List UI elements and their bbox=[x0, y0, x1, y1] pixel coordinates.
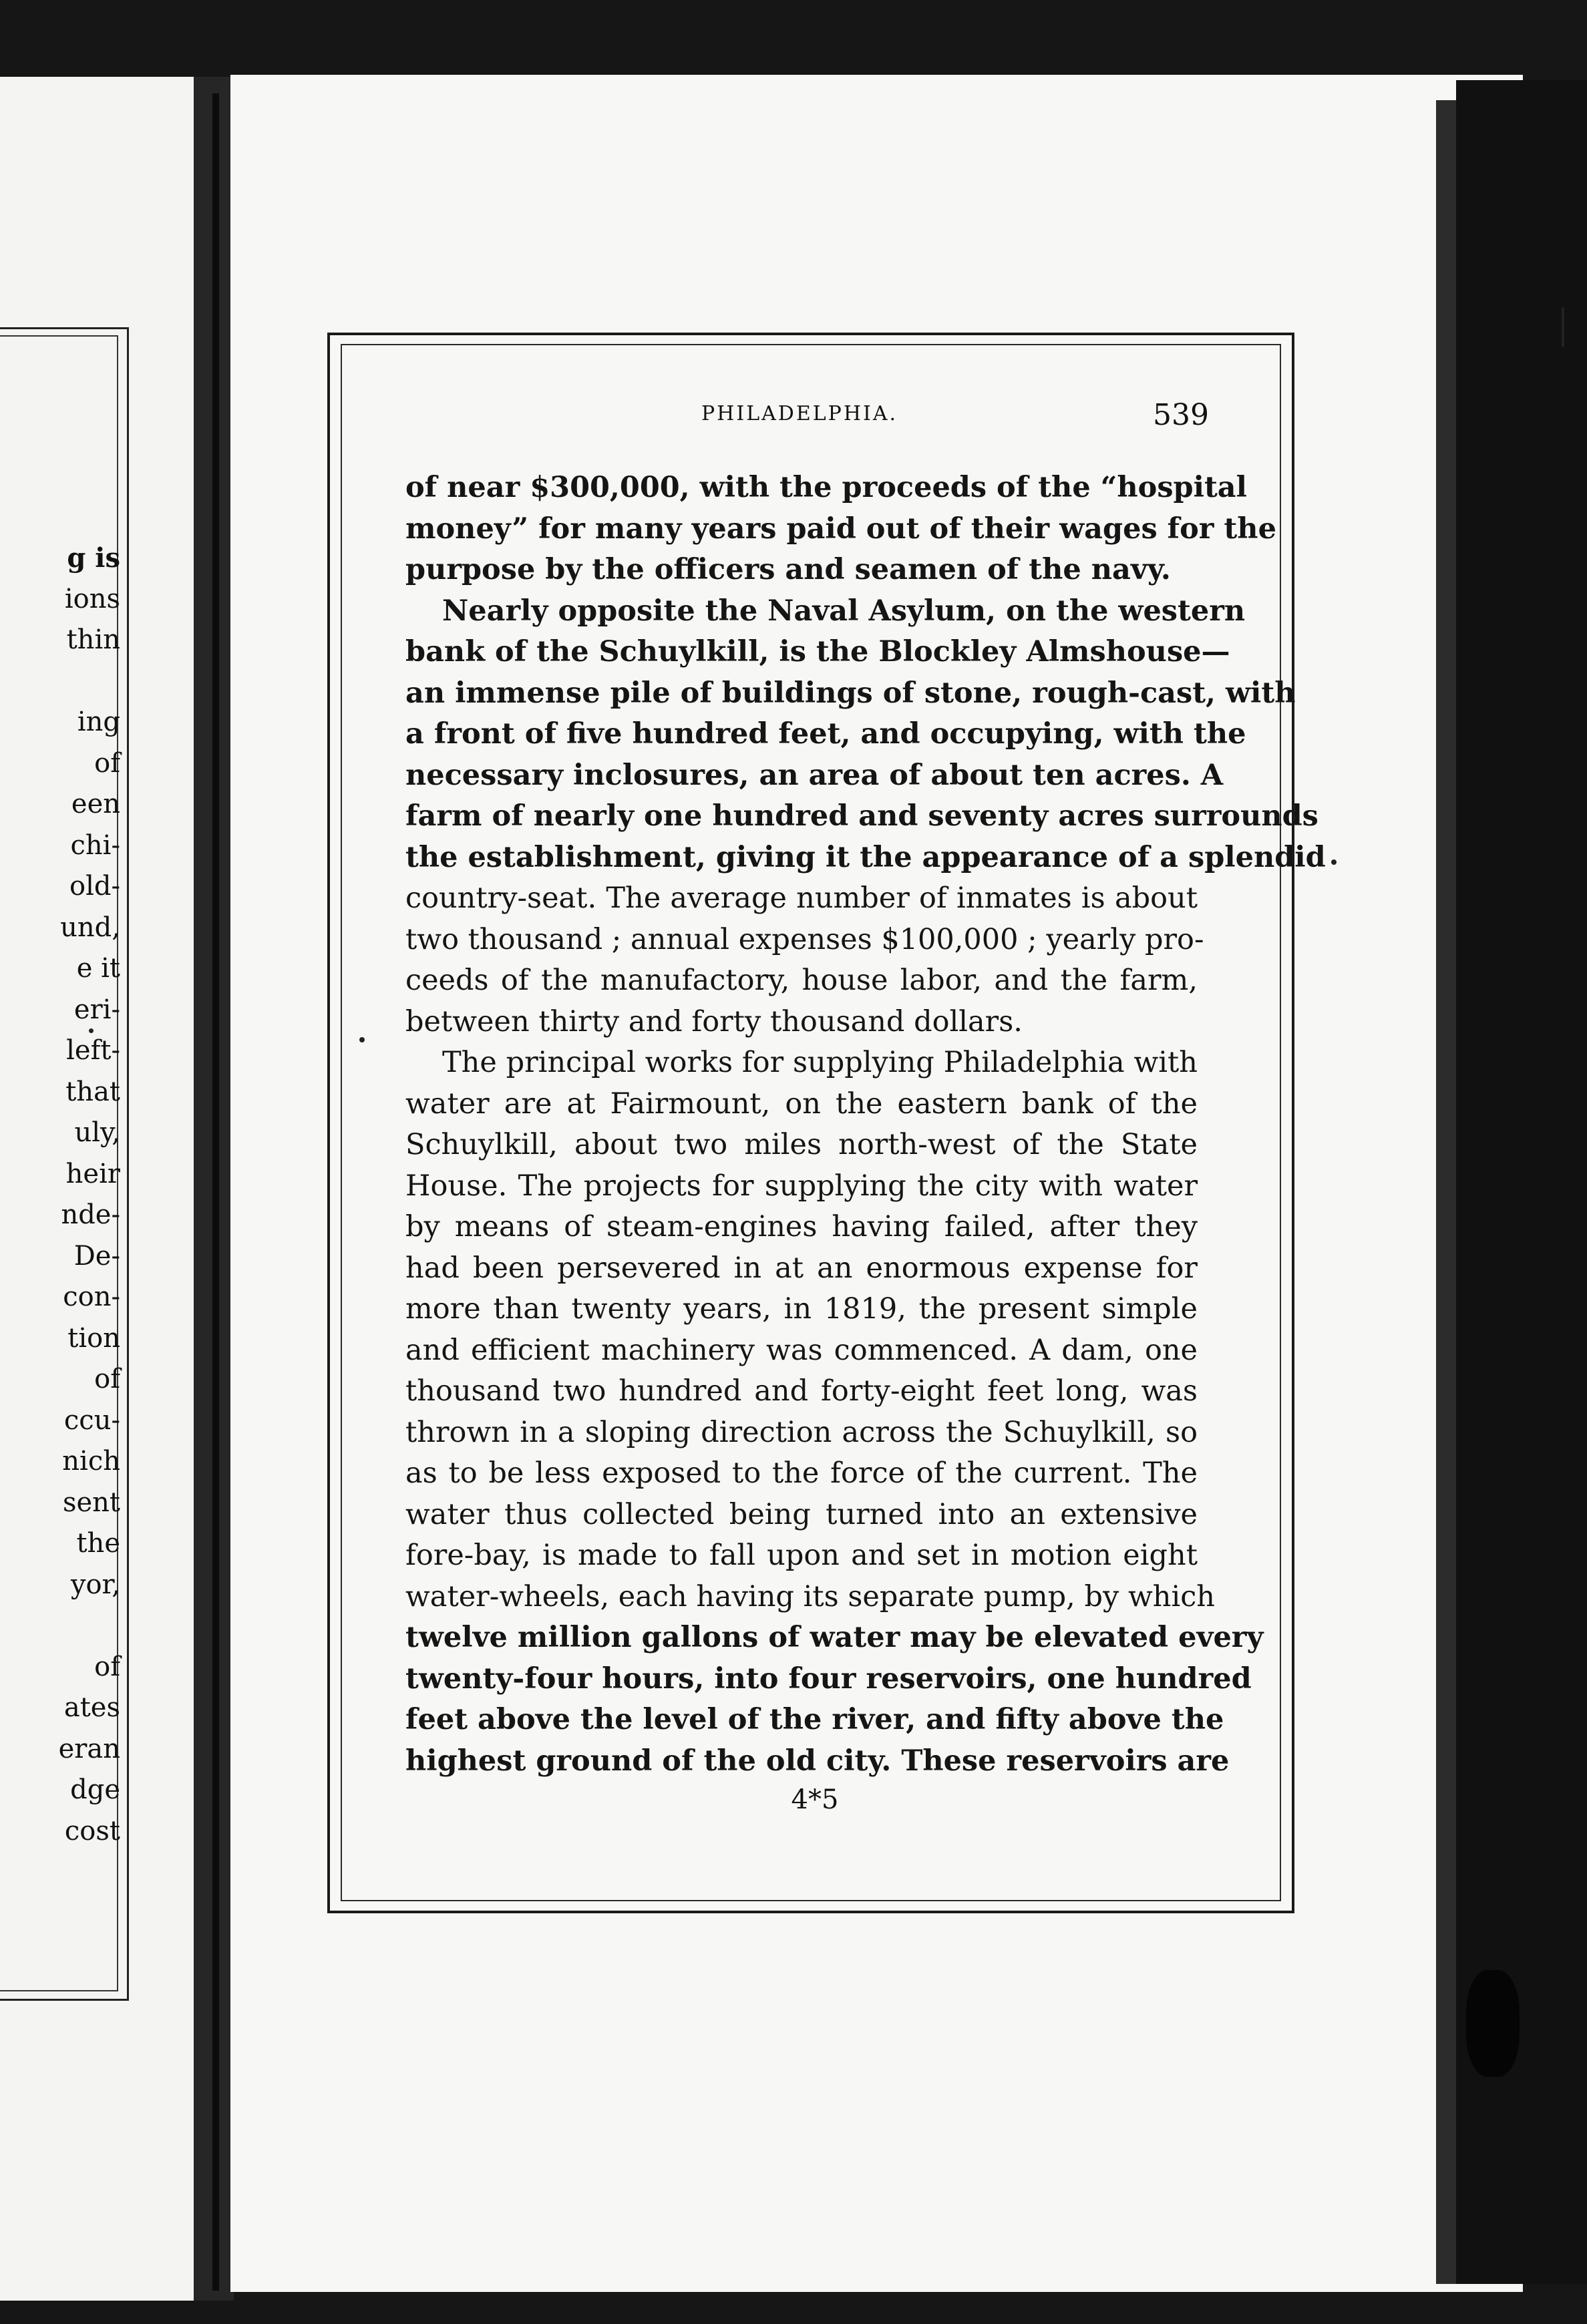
text-line: more than twenty years, in 1819, the present simple bbox=[405, 1292, 1198, 1326]
ink-speck bbox=[359, 1037, 365, 1042]
left-line: uly, bbox=[74, 1117, 120, 1148]
left-line: yor, bbox=[70, 1569, 120, 1600]
text-line: Schuylkill, about two miles north-west of the State bbox=[405, 1128, 1198, 1161]
left-line: cost bbox=[64, 1815, 120, 1847]
left-line: eran bbox=[58, 1733, 120, 1764]
text-line: country-seat. The average number of inmates is about bbox=[405, 882, 1198, 915]
left-line: een bbox=[71, 789, 120, 819]
left-line: thin bbox=[66, 624, 120, 655]
text-line: Nearly opposite the Naval Asylum, on the western bbox=[442, 594, 1246, 628]
text-line: farm of nearly one hundred and seventy acres surrounds bbox=[405, 799, 1318, 833]
gutter-shadow bbox=[212, 93, 219, 2291]
text-line: water thus collected being turned into an extensive bbox=[405, 1497, 1198, 1531]
left-line: that bbox=[65, 1076, 120, 1107]
left-page-fragment bbox=[0, 77, 200, 2301]
text-line: water-wheels, each having its separate pump, by which bbox=[405, 1579, 1215, 1613]
ink-speck bbox=[1562, 307, 1564, 347]
text-line: feet above the level of the river, and fifty above the bbox=[405, 1703, 1224, 1736]
scan-border-top bbox=[0, 0, 1587, 80]
text-line: House. The projects for supplying the city with water bbox=[405, 1169, 1198, 1203]
left-line-gap bbox=[0, 661, 120, 703]
left-line: chi- bbox=[70, 829, 120, 861]
text-line: by means of steam-engines having failed, after they bbox=[405, 1210, 1198, 1243]
ink-blot bbox=[1466, 1970, 1520, 2077]
text-line: had been persevered in at an enormous expense for bbox=[405, 1251, 1198, 1285]
left-line: sent bbox=[62, 1487, 120, 1518]
text-line: highest ground of the old city. These reservoirs are bbox=[405, 1744, 1230, 1778]
left-line: ing bbox=[77, 707, 120, 737]
text-line: necessary inclosures, an area of about ten acres. A bbox=[405, 758, 1224, 792]
left-page-text bbox=[0, 538, 120, 1852]
left-line-gap bbox=[0, 1605, 120, 1647]
text-line: ceeds of the manufactory, house labor, and the farm, bbox=[405, 964, 1198, 997]
ink-speck bbox=[89, 1028, 94, 1033]
text-line: twenty-four hours, into four reservoirs, one hundred bbox=[405, 1662, 1252, 1696]
text-line: a front of five hundred feet, and occupying, with the bbox=[405, 717, 1246, 751]
text-line: as to be less exposed to the force of the current. The bbox=[405, 1457, 1198, 1490]
left-line: ions bbox=[64, 583, 120, 614]
text-line: purpose by the officers and seamen of the navy. bbox=[405, 553, 1171, 586]
text-line: between thirty and forty thousand dollars. bbox=[405, 1004, 1023, 1038]
left-line: the bbox=[76, 1528, 120, 1559]
left-line: of bbox=[94, 1364, 120, 1394]
body-text bbox=[405, 467, 1326, 1782]
text-line: two thousand ; annual expenses $100,000 ; yearly pro- bbox=[405, 922, 1204, 956]
left-line: of bbox=[94, 1651, 120, 1682]
left-line: old- bbox=[69, 871, 120, 902]
text-line: money” for many years paid out of their wages for the bbox=[405, 512, 1276, 546]
left-line: nde- bbox=[61, 1199, 120, 1230]
left-line: tion bbox=[67, 1322, 120, 1354]
left-line: ccu- bbox=[63, 1404, 120, 1436]
left-line: e it bbox=[76, 953, 120, 984]
left-line: con- bbox=[63, 1282, 120, 1312]
page-number: 539 bbox=[1153, 398, 1209, 432]
text-line: thousand two hundred and forty-eight feet long, was bbox=[405, 1374, 1198, 1408]
text-line: fore-bay, is made to fall upon and set in motion eight bbox=[405, 1539, 1198, 1572]
left-line: nich bbox=[62, 1446, 120, 1477]
running-head: PHILADELPHIA. bbox=[701, 402, 898, 425]
text-line: water are at Fairmount, on the eastern bank of the bbox=[405, 1087, 1198, 1121]
text-line: an immense pile of buildings of stone, rough-cast, with bbox=[405, 676, 1296, 710]
left-line: g is bbox=[67, 542, 120, 574]
left-line: left- bbox=[66, 1035, 120, 1066]
left-line: heir bbox=[65, 1158, 120, 1189]
left-line: ates bbox=[63, 1692, 120, 1723]
text-line: and efficient machinery was commenced. A dam, one bbox=[405, 1333, 1198, 1367]
text-line: bank of the Schuylkill, is the Blockley Almshouse— bbox=[405, 635, 1230, 668]
text-line: the establishment, giving it the appearance of a splendid bbox=[405, 840, 1326, 874]
text-line: The principal works for supplying Philadelphia with bbox=[442, 1046, 1198, 1079]
left-line: dge bbox=[70, 1774, 120, 1805]
signature-mark: 4*5 bbox=[791, 1784, 839, 1815]
left-line: eri- bbox=[73, 994, 120, 1025]
left-line: und, bbox=[60, 912, 120, 943]
scan-border-right bbox=[1456, 80, 1587, 2284]
text-line: thrown in a sloping direction across the Schuylkill, so bbox=[405, 1415, 1198, 1449]
left-line: De- bbox=[73, 1240, 120, 1272]
ink-speck bbox=[1331, 859, 1337, 865]
text-line: of near $300,000, with the proceeds of the “hospital bbox=[405, 471, 1247, 504]
left-line: of bbox=[94, 747, 120, 779]
text-line: twelve million gallons of water may be elevated every bbox=[405, 1621, 1264, 1654]
